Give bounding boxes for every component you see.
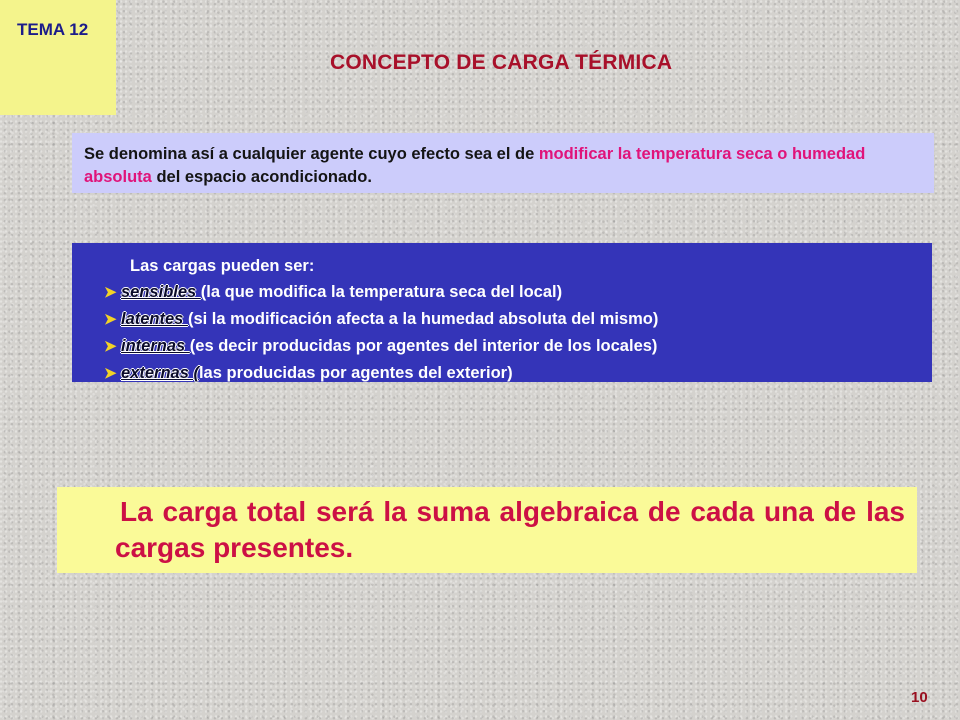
load-type-item bbox=[104, 360, 932, 387]
definition-text-1: Se denomina así a cualquier agente cuyo efecto sea el de bbox=[84, 145, 539, 163]
definition-text-2: del espacio acondicionado. bbox=[151, 168, 372, 186]
definition-box bbox=[72, 133, 934, 193]
load-types-box bbox=[72, 243, 932, 382]
arrow-bullet-icon: ➤ bbox=[104, 365, 117, 382]
load-types-intro: Las cargas pueden ser: bbox=[130, 257, 315, 275]
tema-label: TEMA 12 bbox=[17, 20, 89, 39]
load-type-description: (la que modifica la temperatura seca del local) bbox=[200, 283, 563, 301]
load-type-description: (es decir producidas por agentes del interior de los locales) bbox=[189, 337, 658, 355]
total-load-box bbox=[57, 487, 917, 573]
arrow-bullet-icon: ➤ bbox=[104, 311, 117, 328]
definition-highlight: modificar la temperatura seca o humedad absoluta bbox=[84, 145, 866, 186]
arrow-bullet-icon: ➤ bbox=[104, 284, 117, 301]
load-type-keyword: latentes bbox=[121, 310, 188, 328]
load-type-keyword: externas ( bbox=[121, 364, 199, 382]
total-load-text: La carga total será la suma algebraica de cada una de las cargas presentes. bbox=[115, 496, 905, 563]
load-type-item bbox=[104, 306, 932, 333]
load-type-keyword: internas bbox=[121, 337, 190, 355]
load-type-description: las producidas por agentes del exterior) bbox=[198, 364, 513, 382]
load-type-description: (si la modificación afecta a la humedad absoluta del mismo) bbox=[187, 310, 659, 328]
load-type-item bbox=[104, 333, 932, 360]
load-type-item bbox=[104, 279, 932, 306]
load-type-keyword: sensibles bbox=[121, 283, 201, 301]
page-number: 10 bbox=[911, 689, 928, 706]
arrow-bullet-icon: ➤ bbox=[104, 338, 117, 355]
slide-title: CONCEPTO DE CARGA TÉRMICA bbox=[330, 51, 673, 74]
tema-box bbox=[0, 0, 116, 115]
